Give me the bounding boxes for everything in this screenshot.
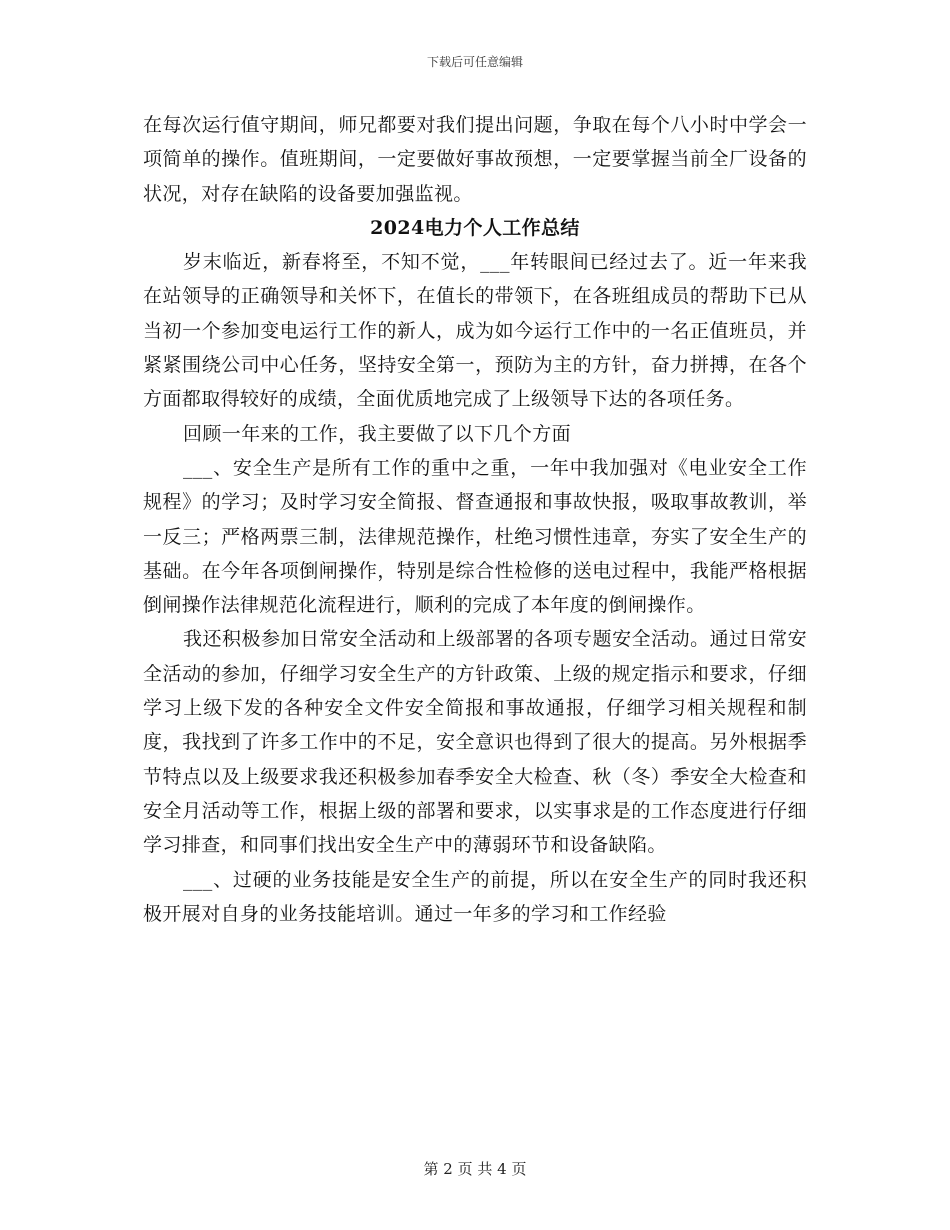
page-number: 第 2 页 共 4 页 (423, 1160, 527, 1178)
header-note: 下载后可任意编辑 (426, 55, 523, 69)
document-body (143, 108, 807, 931)
paragraph: ___、安全生产是所有工作的重中之重，一年中我加强对《电业安全工作规程》的学习；及时学习安全简报、督查通报和事故快报，吸取事故教训，举一反三；严格两票三制，法律规范操作，杜绝习惯性违章，夯实了安全生产的基础。在今年各项倒闸操作，特别是综合性检修的送电过程中，我能严格根据倒闸操作法律规范化流程进行，顺利的完成了本年度的倒闸操作。 (143, 456, 807, 617)
paragraph: ___、过硬的业务技能是安全生产的前提，所以在安全生产的同时我还积极开展对自身的业务技能培训。通过一年多的学习和工作经验 (143, 868, 807, 925)
paragraph: 回顾一年来的工作，我主要做了以下几个方面 (183, 422, 572, 445)
document-title: 2024电力个人工作总结 (370, 216, 580, 239)
intro-paragraph: 在每次运行值守期间，师兄都要对我们提出问题，争取在每个八小时中学会一项简单的操作。值班期间，一定要做好事故预想，一定要掌握当前全厂设备的状况，对存在缺陷的设备要加强监视。 (143, 114, 807, 205)
paragraph: 我还积极参加日常安全活动和上级部署的各项专题安全活动。通过日常安全活动的参加，仔细学习安全生产的方针政策、上级的规定指示和要求，仔细学习上级下发的各种安全文件安全简报和事故通报，仔细学习相关规程和制度，我找到了许多工作中的不足，安全意识也得到了很大的提高。另外根据季节特点以及上级要求我还积极参加春季安全大检查、秋（冬）季安全大检查和安全月活动等工作，根据上级的部署和要求，以实事求是的工作态度进行仔细学习排查，和同事们找出安全生产中的薄弱环节和设备缺陷。 (143, 628, 807, 857)
paragraph: 岁末临近，新春将至，不知不觉，___年转眼间已经过去了。近一年来我在站领导的正确领导和关怀下，在值长的带领下，在各班组成员的帮助下已从当初一个参加变电运行工作的新人，成为如今运行工作中的一名正值班员，并紧紧围绕公司中心任务，坚持安全第一，预防为主的方针，奋力拼搏，在各个方面都取得较好的成绩，全面优质地完成了上级领导下达的各项任务。 (143, 251, 807, 411)
